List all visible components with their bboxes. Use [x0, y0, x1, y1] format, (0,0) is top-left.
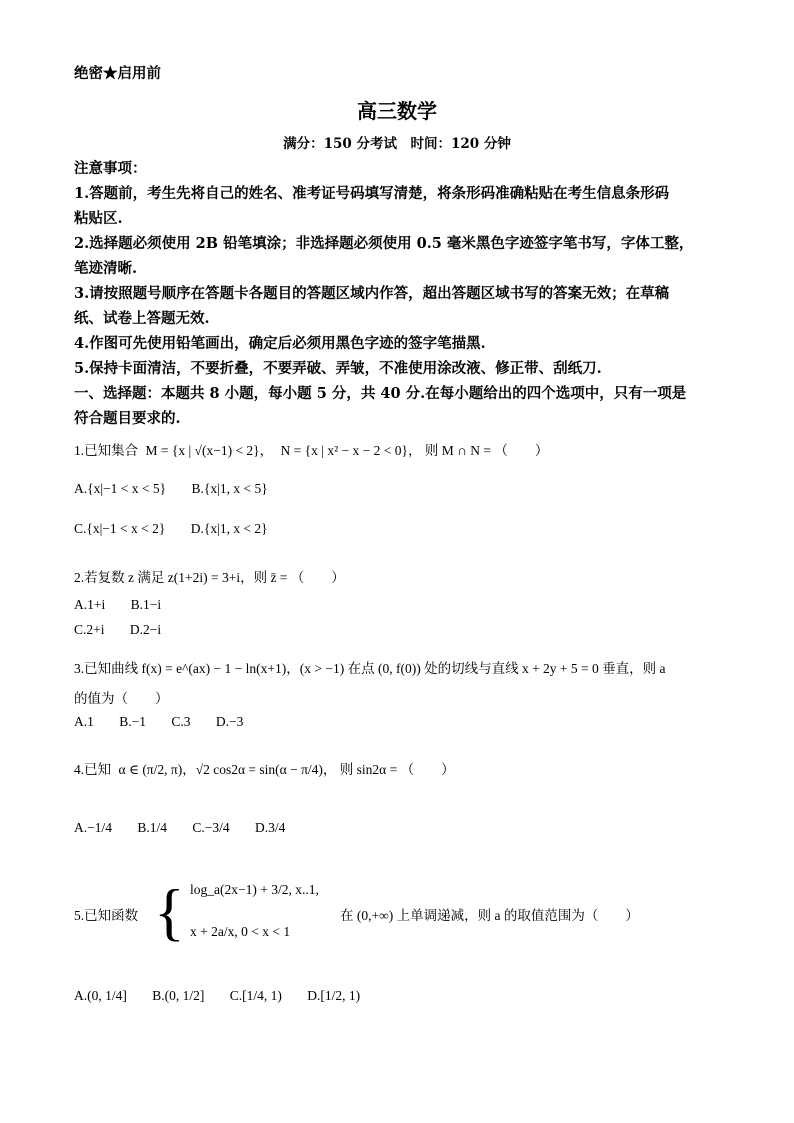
q2-options-row1: [74, 597, 183, 613]
q1-option-c: C.{x|−1 < x < 2}: [74, 521, 166, 536]
q1-options-row1: [74, 481, 290, 497]
q1-option-d: D.{x|1, x < 2}: [190, 521, 268, 536]
notice-line: 粘贴区.: [74, 210, 123, 227]
q5-prefix: 5.已知函数: [74, 908, 139, 923]
confidential-label: 绝密★启用前: [74, 65, 161, 82]
q2-option-a: A.1+i: [74, 597, 106, 612]
q5-option-d: D.[1/2, 1): [307, 988, 361, 1003]
notice-line: 4.作图可先使用铅笔画出，确定后必须用黑色字迹的签字笔描黑.: [74, 335, 486, 352]
q3-option-a: A.1: [74, 714, 94, 729]
q2-option-c: C.2+i: [74, 622, 105, 637]
question-1-stem: 1.已知集合 M = {x | √(x−1) < 2}， N = {x | x² − x − 2 < 0}， 则 M ∩ N = （ ）: [74, 443, 549, 458]
q3-option-b: B.−1: [119, 714, 146, 729]
q5-option-b: B.(0, 1/2]: [152, 988, 205, 1003]
notice-heading: 注意事项：: [74, 160, 147, 177]
q1-ask: 则 M ∩ N = （ ）: [424, 443, 549, 458]
q5-option-a: A.(0, 1/4]: [74, 988, 127, 1003]
q4-option-c: C.−3/4: [192, 820, 230, 835]
q2-option-d: D.2−i: [129, 622, 162, 637]
q5-option-c: C.[1/4, 1): [229, 988, 282, 1003]
q1-set-m: M = {x | √(x−1) < 2}: [145, 443, 260, 458]
notice-line: 5.保持卡面清洁，不要折叠，不要弄破、弄皱，不准使用涂改液、修正带、刮纸刀.: [74, 360, 602, 377]
q5-options: [74, 988, 382, 1004]
q2-options-row2: [74, 622, 183, 638]
q5-piece-1: log_a(2x−1) + 3/2, x..1,: [190, 882, 319, 897]
question-3-stem: 3.已知曲线 f(x) = e^(ax) − 1 − ln(x+1)，(x > −1) 在点 (0, f(0)) 处的切线与直线 x + 2y + 5 = 0 垂直，则 a: [74, 661, 666, 676]
q4-option-a: A.−1/4: [74, 820, 112, 835]
exam-meta: 满分：150 分考试 时间：120 分钟: [283, 136, 511, 152]
question-2-stem: 2.若复数 z 满足 z(1+2i) = 3+i，则 z̄ = （ ）: [74, 570, 345, 585]
piecewise-brace: {: [154, 876, 185, 947]
page-title: 高三数学: [357, 99, 437, 123]
q5-piece-2: x + 2a/x, 0 < x < 1: [190, 924, 291, 939]
section-heading: 一、选择题：本题共 8 小题，每小题 5 分，共 40 分.在每小题给出的四个选项中，只有一项是: [74, 385, 687, 402]
q4-prefix: 4.已知: [74, 762, 112, 777]
q4-option-d: D.3/4: [255, 820, 286, 835]
notice-line: 笔迹清晰.: [74, 260, 138, 277]
q3-option-d: D.−3: [215, 714, 244, 729]
q3-option-c: C.3: [171, 714, 191, 729]
q1-set-n: N = {x | x² − x − 2 < 0}: [280, 443, 408, 458]
q1-prefix: 1.已知集合: [74, 443, 139, 458]
notice-line: 1.答题前，考生先将自己的姓名、准考证号码填写清楚，将条形码准确粘贴在考生信息条形码: [74, 185, 670, 202]
q3-options: [74, 714, 265, 730]
question-3-stem-cont: 的值为（ ）: [74, 691, 169, 706]
q4-ask: 则 sin2α = （ ）: [339, 762, 455, 777]
q2-option-b: B.1−i: [130, 597, 162, 612]
q4-condition: α ∈ (π/2, π)，√2 cos2α = sin(α − π/4): [118, 762, 323, 777]
q1-option-b: B.{x|1, x < 5}: [191, 481, 268, 496]
section-heading-cont: 符合题目要求的.: [74, 410, 181, 427]
notice-line: 纸、试卷上答题无效.: [74, 310, 210, 327]
q4-options: [74, 820, 307, 836]
notice-line: 2.选择题必须使用 2B 铅笔填涂；非选择题必须使用 0.5 毫米黑色字迹签字笔书写，字体工整，: [74, 235, 694, 252]
q1-options-row2: [74, 521, 290, 537]
notice-line: 3.请按照题号顺序在答题卡各题目的答题区域内作答，超出答题区域书写的答案无效；在草稿: [74, 285, 670, 302]
question-4-stem: 4.已知 α ∈ (π/2, π)，√2 cos2α = sin(α − π/4)， 则 sin2α = （ ）: [74, 762, 455, 777]
q5-ask: 在 (0,+∞) 上单调递减，则 a 的取值范围为（ ）: [340, 908, 639, 923]
q4-option-b: B.1/4: [137, 820, 168, 835]
q1-option-a: A.{x|−1 < x < 5}: [74, 481, 167, 496]
